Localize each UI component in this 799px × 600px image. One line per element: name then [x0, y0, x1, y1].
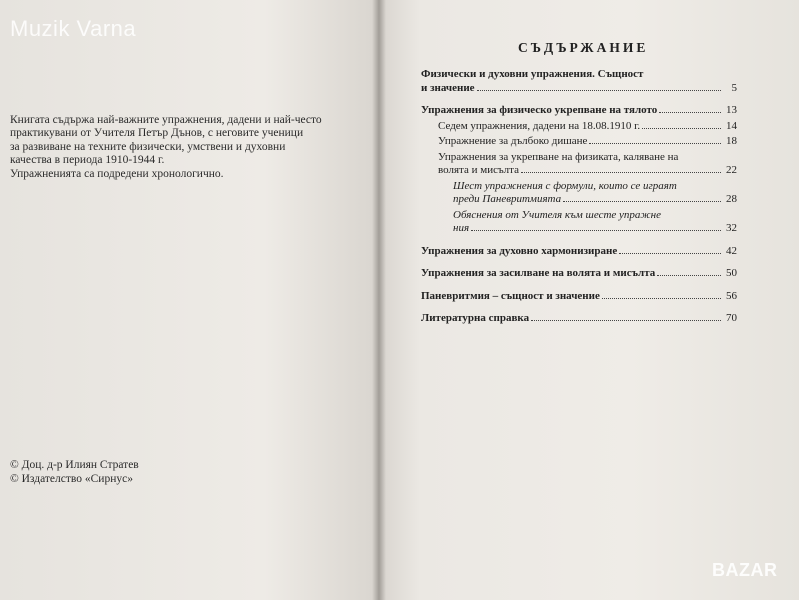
- toc-entry: [421, 290, 737, 304]
- toc-page-number: 42: [726, 244, 737, 257]
- toc-entry-text: Упражнения за духовно хармонизиране: [421, 244, 618, 257]
- description-line: качества в периода 1910-1944 г.: [10, 154, 165, 167]
- bazar-logo: BAZAR: [712, 560, 778, 580]
- toc-page-number: 32: [726, 222, 737, 234]
- toc-entry-line1: Упражнения за укрепване на физиката, каляване на: [438, 150, 679, 163]
- toc-entry-text: Литературна справка: [421, 312, 530, 324]
- toc-page-number: 14: [726, 119, 737, 132]
- toc-entry: [438, 151, 737, 178]
- toc-page-number: 13: [726, 104, 737, 116]
- book-description: [10, 114, 360, 181]
- watermark-text: Muzik Varna: [10, 16, 137, 41]
- book-gutter: [372, 0, 386, 600]
- table-of-contents: [421, 68, 737, 326]
- toc-entry: [421, 267, 737, 281]
- toc-entry-text: и значение: [421, 81, 475, 94]
- toc-entry-line1: Шест упражнения с формули, които се играят: [453, 179, 677, 192]
- left-page: [0, 0, 378, 600]
- toc-entry: [438, 120, 737, 134]
- description-line: Упражненията са подредени хронологично.: [10, 167, 224, 180]
- description-line: Книгата съдържа най-важните упражнения, дадени и най-често: [10, 114, 322, 126]
- toc-entry-text: волята и мисълта: [438, 164, 519, 176]
- toc-entry: [421, 68, 737, 95]
- toc-entry: [438, 135, 737, 149]
- toc-page-number: 70: [726, 312, 737, 324]
- toc-entry-line1: Обяснения от Учителя към шесте упражне: [453, 208, 661, 221]
- toc-page-number: 50: [726, 267, 737, 279]
- toc-entry-text: Упражнение за дълбоко дишане: [438, 135, 588, 147]
- copyright-block: [10, 458, 139, 486]
- toc-page-number: 18: [726, 135, 737, 147]
- description-line: за развиване на техните физически, умствени и духовни: [10, 140, 286, 153]
- copyright-publisher: © Издателство «Сирнус»: [10, 473, 133, 485]
- toc-entry: [421, 104, 737, 118]
- toc-entry-text: ния: [453, 222, 470, 234]
- toc-entry-text: Паневритмия – същност и значение: [421, 289, 600, 302]
- toc-page-number: 28: [726, 193, 737, 205]
- toc-entry-text: Упражнения за засилване на волята и мисълта: [421, 267, 656, 279]
- toc-entry: [421, 312, 737, 326]
- toc-entry-line1: Физически и духовни упражнения. Същност: [421, 68, 644, 80]
- toc-entry-text: Седем упражнения, дадени на 18.08.1910 г.: [438, 119, 641, 132]
- toc-entry: [453, 209, 737, 236]
- toc-page-number: 5: [731, 81, 737, 94]
- toc-entry-text: преди Паневритмията: [453, 193, 562, 205]
- toc-page-number: 56: [726, 289, 737, 302]
- toc-entry: [453, 180, 737, 207]
- toc-title: СЪДЪРЖАНИЕ: [518, 40, 649, 55]
- toc-page-number: 22: [726, 164, 737, 176]
- toc-entry-text: Упражнения за физическо укрепване на тялото: [421, 104, 658, 116]
- toc-entry: [421, 245, 737, 259]
- description-line: практикувани от Учителя Петър Дънов, с неговите ученици: [10, 127, 304, 140]
- copyright-author: © Доц. д-р Илиян Стратев: [10, 459, 139, 471]
